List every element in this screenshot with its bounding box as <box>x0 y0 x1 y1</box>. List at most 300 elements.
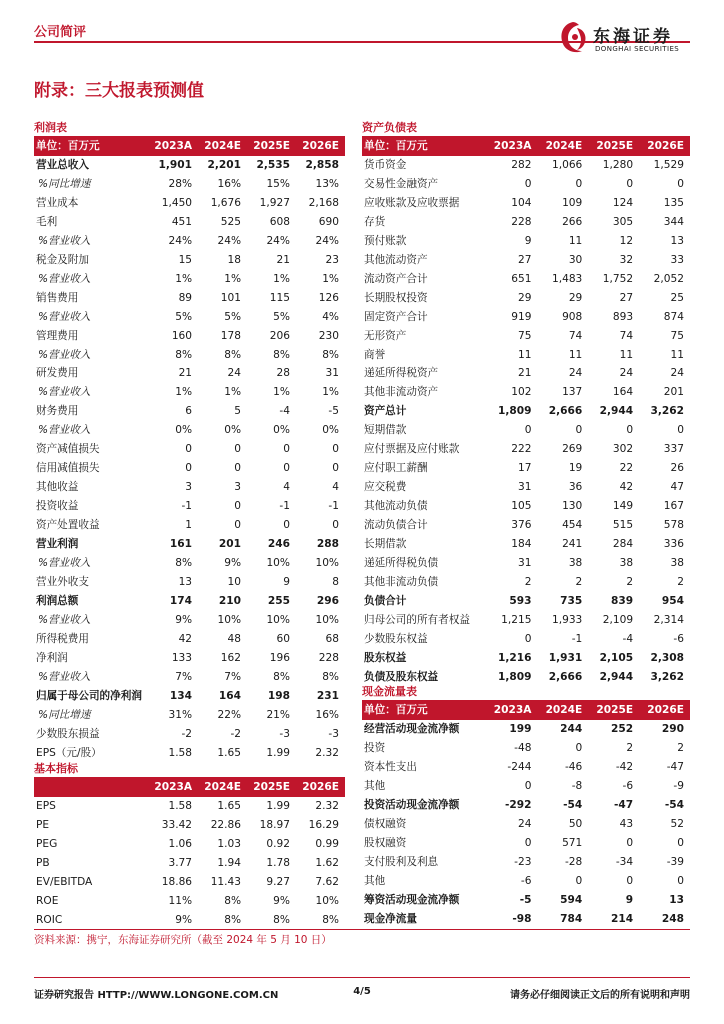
value-cell: 16% <box>217 177 242 190</box>
value-cell: 164 <box>218 689 242 702</box>
value-cell: 11 <box>517 348 532 361</box>
value-cell: 1,450 <box>161 196 193 209</box>
value-cell: 8% <box>224 348 242 361</box>
row-label: 信用减值损失 <box>36 462 100 475</box>
value-cell: 222 <box>511 443 532 456</box>
value-cell: -54 <box>563 798 583 811</box>
table-row <box>362 346 690 365</box>
value-cell: 10% <box>266 613 290 626</box>
value-cell: 206 <box>269 329 290 342</box>
table-row <box>34 816 345 835</box>
value-cell: 9 <box>625 893 634 906</box>
basic-indicators-table <box>34 760 345 930</box>
row-label: 长期股权投资 <box>364 291 428 304</box>
value-cell: 0 <box>677 177 684 190</box>
row-label: 预付账款 <box>364 234 407 247</box>
value-cell: 874 <box>663 310 684 323</box>
table-row <box>34 725 345 744</box>
footer-rule <box>34 977 690 978</box>
table-row <box>362 289 690 308</box>
row-label: 资本性支出 <box>364 760 417 773</box>
value-cell: 6 <box>185 405 193 418</box>
value-cell: -3 <box>328 727 339 740</box>
row-label: PEG <box>36 837 58 850</box>
table-row <box>362 739 690 758</box>
table-row <box>362 497 690 516</box>
row-label: 债权融资 <box>364 817 407 830</box>
value-cell: 2,666 <box>548 405 583 418</box>
value-cell: 1,215 <box>501 613 532 626</box>
value-cell: 1% <box>273 272 290 285</box>
value-cell: -2 <box>230 727 242 740</box>
table-row <box>34 459 345 478</box>
value-cell: 0% <box>175 424 193 437</box>
value-cell: 196 <box>269 651 290 664</box>
header-year-cell: 2025E <box>588 137 639 156</box>
header-year-cell: 2026E <box>296 778 345 797</box>
value-cell: -2 <box>181 727 193 740</box>
value-cell: 32 <box>619 253 634 266</box>
header-year-cell: 2024E <box>537 137 588 156</box>
value-cell: -6 <box>673 632 684 645</box>
value-cell: -28 <box>564 855 583 868</box>
value-cell: 134 <box>169 689 193 702</box>
row-label: 投资收益 <box>36 500 79 513</box>
footer-page-number: 4/5 <box>353 986 371 997</box>
value-cell: 0 <box>185 443 193 456</box>
table-header-row <box>362 137 690 156</box>
row-label: PB <box>36 856 50 869</box>
row-label: 商誉 <box>364 348 386 361</box>
value-cell: 2 <box>626 575 634 588</box>
value-cell: 0 <box>626 836 634 849</box>
value-cell: 178 <box>220 329 242 342</box>
value-cell: 1% <box>224 272 242 285</box>
value-cell: 15% <box>266 177 290 190</box>
value-cell: 230 <box>318 329 339 342</box>
value-cell: 5% <box>175 310 193 323</box>
header-year-cell: 2026E <box>296 137 345 156</box>
value-cell: 8% <box>175 348 193 361</box>
value-cell: -46 <box>564 760 583 773</box>
value-cell: 525 <box>220 215 242 228</box>
value-cell: 266 <box>562 215 583 228</box>
value-cell: 1% <box>322 386 339 399</box>
value-cell: -23 <box>514 855 532 868</box>
row-label: 支付股利及利息 <box>364 855 439 868</box>
value-cell: 19 <box>568 462 583 475</box>
value-cell: 126 <box>318 291 339 304</box>
table-row <box>362 516 690 535</box>
value-cell: 2 <box>677 575 684 588</box>
value-cell: 0 <box>234 443 242 456</box>
table-row <box>362 611 690 630</box>
value-cell: 451 <box>171 215 193 228</box>
value-cell: 24 <box>670 367 684 380</box>
table-title: 基本指标 <box>34 760 345 778</box>
value-cell: 13 <box>670 234 684 247</box>
table-row <box>34 630 345 649</box>
row-label: 税金及附加 <box>36 253 89 266</box>
table-row <box>34 592 345 611</box>
value-cell: 167 <box>663 500 684 513</box>
value-cell: 290 <box>661 723 684 735</box>
value-cell: 16.29 <box>308 818 339 831</box>
value-cell: 0 <box>626 874 634 887</box>
value-cell: 9% <box>175 913 193 926</box>
value-cell: 11 <box>619 348 634 361</box>
value-cell: 0 <box>575 874 583 887</box>
table-row <box>362 232 690 251</box>
value-cell: 8% <box>322 913 339 926</box>
logo-chinese-name: 东海证券 <box>593 27 673 47</box>
value-cell: 2,944 <box>599 405 634 418</box>
value-cell: 0 <box>677 874 684 887</box>
value-cell: 2.32 <box>315 746 339 759</box>
table-row <box>362 872 690 891</box>
value-cell: 0 <box>234 462 242 475</box>
value-cell: 0 <box>185 462 193 475</box>
table-row <box>362 308 690 327</box>
value-cell: 2,858 <box>305 159 339 171</box>
value-cell: 160 <box>171 329 193 342</box>
value-cell: 8% <box>273 670 290 683</box>
value-cell: 255 <box>267 594 290 607</box>
value-cell: 1,901 <box>158 159 193 171</box>
value-cell: 4% <box>322 310 339 323</box>
table-row <box>34 535 345 554</box>
data-table <box>362 701 690 928</box>
value-cell: -1 <box>279 500 290 513</box>
value-cell: 0% <box>273 424 290 437</box>
header-year-cell: 2024E <box>537 701 588 720</box>
value-cell: 28% <box>168 177 193 190</box>
value-cell: 9.27 <box>266 875 290 888</box>
table-row <box>362 554 690 573</box>
value-cell: -6 <box>622 779 634 792</box>
row-label: 毛利 <box>36 215 58 228</box>
row-label: 其他流动资产 <box>364 253 428 266</box>
logo-english-name: DONGHAI SECURITIES <box>595 45 680 53</box>
value-cell: 1% <box>322 272 339 285</box>
value-cell: 735 <box>560 594 583 607</box>
row-label: %同比增速 <box>38 708 91 721</box>
row-label: 资产减值损失 <box>36 443 100 456</box>
table-row <box>34 308 345 327</box>
value-cell: 893 <box>612 310 634 323</box>
table-row <box>362 440 690 459</box>
table-row <box>362 364 690 383</box>
value-cell: 10% <box>266 557 290 570</box>
row-label: 交易性金融资产 <box>364 177 439 190</box>
table-row <box>34 346 345 365</box>
table-header-row <box>34 137 345 156</box>
cash-flow-table <box>362 683 690 928</box>
value-cell: 8% <box>224 913 242 926</box>
value-cell: 11.43 <box>210 875 242 888</box>
value-cell: 919 <box>511 310 532 323</box>
value-cell: 10% <box>315 613 339 626</box>
value-cell: 13% <box>315 177 339 190</box>
value-cell: 9% <box>224 557 242 570</box>
value-cell: 31 <box>325 367 339 380</box>
table-row <box>34 327 345 346</box>
table-row <box>34 649 345 668</box>
value-cell: 3,262 <box>650 405 684 418</box>
row-label: 应交税费 <box>364 481 407 494</box>
table-row <box>34 421 345 440</box>
value-cell: 24% <box>217 234 242 247</box>
data-table <box>362 137 690 687</box>
value-cell: 24% <box>168 234 193 247</box>
value-cell: 198 <box>267 689 290 702</box>
value-cell: 38 <box>568 557 583 570</box>
value-cell: 0 <box>524 779 532 792</box>
row-label: 其他流动负债 <box>364 500 428 513</box>
value-cell: 133 <box>171 651 193 664</box>
value-cell: 5% <box>273 310 290 323</box>
value-cell: 33 <box>670 253 684 266</box>
row-label: 净利润 <box>36 651 68 664</box>
row-label: 财务费用 <box>36 405 79 418</box>
value-cell: 1,809 <box>497 670 532 683</box>
value-cell: 22% <box>217 708 242 721</box>
value-cell: -1 <box>328 500 339 513</box>
value-cell: 21% <box>266 708 290 721</box>
row-label: EPS <box>36 800 56 812</box>
value-cell: 1.78 <box>266 856 290 869</box>
value-cell: 9% <box>273 894 290 907</box>
value-cell: 302 <box>612 443 634 456</box>
value-cell: 0 <box>626 424 634 437</box>
table-row <box>34 194 345 213</box>
value-cell: 3,262 <box>650 670 684 683</box>
value-cell: 1,529 <box>653 159 684 171</box>
value-cell: 2,201 <box>207 159 242 171</box>
table-row <box>362 910 690 929</box>
value-cell: 1.65 <box>217 746 242 759</box>
value-cell: 24 <box>619 367 634 380</box>
value-cell: 248 <box>661 912 684 925</box>
table-row <box>362 535 690 554</box>
value-cell: 101 <box>220 291 242 304</box>
table-row <box>34 364 345 383</box>
row-label: 现金净流量 <box>364 912 417 925</box>
table-header-row <box>34 778 345 797</box>
value-cell: 2 <box>626 741 634 754</box>
value-cell: 578 <box>663 519 684 532</box>
value-cell: 651 <box>511 272 532 285</box>
value-cell: 1.58 <box>168 800 193 812</box>
header-year-cell: 2024E <box>198 137 247 156</box>
value-cell: 0.92 <box>266 837 290 850</box>
value-cell: 1% <box>175 386 193 399</box>
value-cell: 75 <box>670 329 684 342</box>
value-cell: 10% <box>217 613 242 626</box>
value-cell: 515 <box>612 519 634 532</box>
value-cell: 1,752 <box>602 272 634 285</box>
row-label: 无形资产 <box>364 329 407 342</box>
value-cell: 21 <box>517 367 532 380</box>
table-row <box>34 289 345 308</box>
value-cell: 7.62 <box>315 875 339 888</box>
value-cell: 15 <box>178 253 193 266</box>
value-cell: 2,105 <box>599 651 634 664</box>
value-cell: 0 <box>332 462 339 475</box>
value-cell: 8 <box>332 575 339 588</box>
value-cell: 296 <box>316 594 339 607</box>
value-cell: 3 <box>185 481 193 494</box>
table-title: 资产负债表 <box>362 119 690 137</box>
row-label: 少数股东权益 <box>364 632 428 645</box>
row-label: 固定资产合计 <box>364 310 428 323</box>
table-row <box>362 213 690 232</box>
value-cell: 8% <box>273 913 290 926</box>
value-cell: 24 <box>517 817 532 830</box>
value-cell: 246 <box>267 538 290 551</box>
table-row <box>362 758 690 777</box>
value-cell: 130 <box>562 500 583 513</box>
value-cell: 0 <box>524 424 532 437</box>
value-cell: 104 <box>511 196 532 209</box>
value-cell: 161 <box>169 538 193 551</box>
row-label: 其他 <box>364 779 386 792</box>
row-label: %营业收入 <box>38 386 91 399</box>
value-cell: -3 <box>279 727 290 740</box>
row-label: 营业总收入 <box>36 159 89 171</box>
table-row <box>34 156 345 175</box>
row-label: 经营活动现金流净额 <box>364 723 460 735</box>
value-cell: 288 <box>316 538 339 551</box>
value-cell: 2,314 <box>653 613 684 626</box>
value-cell: -9 <box>673 779 684 792</box>
value-cell: 244 <box>560 723 583 735</box>
value-cell: 31% <box>168 708 193 721</box>
row-label: 少数股东损益 <box>36 727 100 740</box>
value-cell: 7% <box>175 670 193 683</box>
row-label: 递延所得税资产 <box>364 367 439 380</box>
table-row <box>362 194 690 213</box>
value-cell: 0 <box>575 177 583 190</box>
value-cell: 48 <box>227 632 242 645</box>
row-label: ROE <box>36 894 59 907</box>
value-cell: 282 <box>511 159 532 171</box>
value-cell: 0 <box>575 424 583 437</box>
value-cell: 210 <box>218 594 242 607</box>
value-cell: 43 <box>619 817 634 830</box>
row-label: 资产处置收益 <box>36 519 100 532</box>
value-cell: 1,931 <box>548 651 583 664</box>
value-cell: 1,676 <box>210 196 242 209</box>
value-cell: 105 <box>511 500 532 513</box>
row-label: 研发费用 <box>36 367 79 380</box>
value-cell: 0.99 <box>315 837 339 850</box>
value-cell: 149 <box>612 500 634 513</box>
header-unit-cell: 单位：百万元 <box>362 137 487 156</box>
table-row <box>362 649 690 668</box>
footer-website: 证券研究报告 HTTP://WWW.LONGONE.COM.CN <box>34 990 279 1001</box>
value-cell: 2 <box>677 741 684 754</box>
value-cell: 50 <box>568 817 583 830</box>
table-row <box>362 459 690 478</box>
value-cell: -4 <box>279 405 290 418</box>
row-label: 应收账款及应收票据 <box>364 196 460 209</box>
table-row <box>362 592 690 611</box>
value-cell: 1.06 <box>168 837 193 850</box>
row-label: %营业收入 <box>38 348 91 361</box>
value-cell: 11 <box>568 234 583 247</box>
value-cell: 30 <box>568 253 583 266</box>
value-cell: 137 <box>562 386 583 399</box>
value-cell: -8 <box>571 779 583 792</box>
row-label: 流动资产合计 <box>364 272 428 285</box>
value-cell: 38 <box>670 557 684 570</box>
row-label: 投资 <box>364 741 386 754</box>
value-cell: -5 <box>328 405 339 418</box>
row-label: %营业收入 <box>38 272 91 285</box>
row-label: 营业外收支 <box>36 575 89 588</box>
value-cell: 231 <box>316 689 339 702</box>
row-label: 货币资金 <box>364 159 407 171</box>
value-cell: 27 <box>517 253 532 266</box>
value-cell: 27 <box>619 291 634 304</box>
value-cell: 60 <box>276 632 290 645</box>
value-cell: 109 <box>562 196 583 209</box>
source-rule <box>34 929 690 930</box>
value-cell: 13 <box>178 575 193 588</box>
value-cell: 74 <box>619 329 634 342</box>
value-cell: 174 <box>169 594 193 607</box>
value-cell: 0% <box>224 424 242 437</box>
table-row <box>34 573 345 592</box>
value-cell: -34 <box>615 855 634 868</box>
header-year-cell: 2026E <box>639 137 690 156</box>
value-cell: 1,280 <box>602 159 634 171</box>
table-row <box>34 402 345 421</box>
table-row <box>34 797 345 816</box>
value-cell: 199 <box>509 723 532 735</box>
table-row <box>34 516 345 535</box>
table-row <box>34 270 345 289</box>
table-row <box>34 687 345 706</box>
value-cell: 0 <box>524 836 532 849</box>
value-cell: 0 <box>234 519 242 532</box>
value-cell: 4 <box>283 481 290 494</box>
table-row <box>34 213 345 232</box>
value-cell: 2,308 <box>650 651 684 664</box>
value-cell: 1% <box>175 272 193 285</box>
value-cell: 33.42 <box>161 818 193 831</box>
value-cell: 2,168 <box>308 196 339 209</box>
value-cell: 284 <box>612 538 634 551</box>
row-label: 销售费用 <box>36 291 79 304</box>
value-cell: 115 <box>269 291 290 304</box>
value-cell: 1.62 <box>315 856 339 869</box>
value-cell: 21 <box>178 367 193 380</box>
value-cell: 1 <box>185 519 193 532</box>
row-label: 所得税费用 <box>36 632 89 645</box>
header-year-cell: 2023A <box>487 701 538 720</box>
value-cell: 102 <box>511 386 532 399</box>
row-label: 筹资活动现金流净额 <box>364 893 460 906</box>
value-cell: 954 <box>661 594 684 607</box>
table-row <box>34 175 345 194</box>
row-label: 归属于母公司的净利润 <box>36 689 142 702</box>
logo-emblem-icon <box>555 18 591 56</box>
table-row <box>34 440 345 459</box>
value-cell: 9 <box>524 234 532 247</box>
header-year-cell: 2023A <box>149 778 198 797</box>
